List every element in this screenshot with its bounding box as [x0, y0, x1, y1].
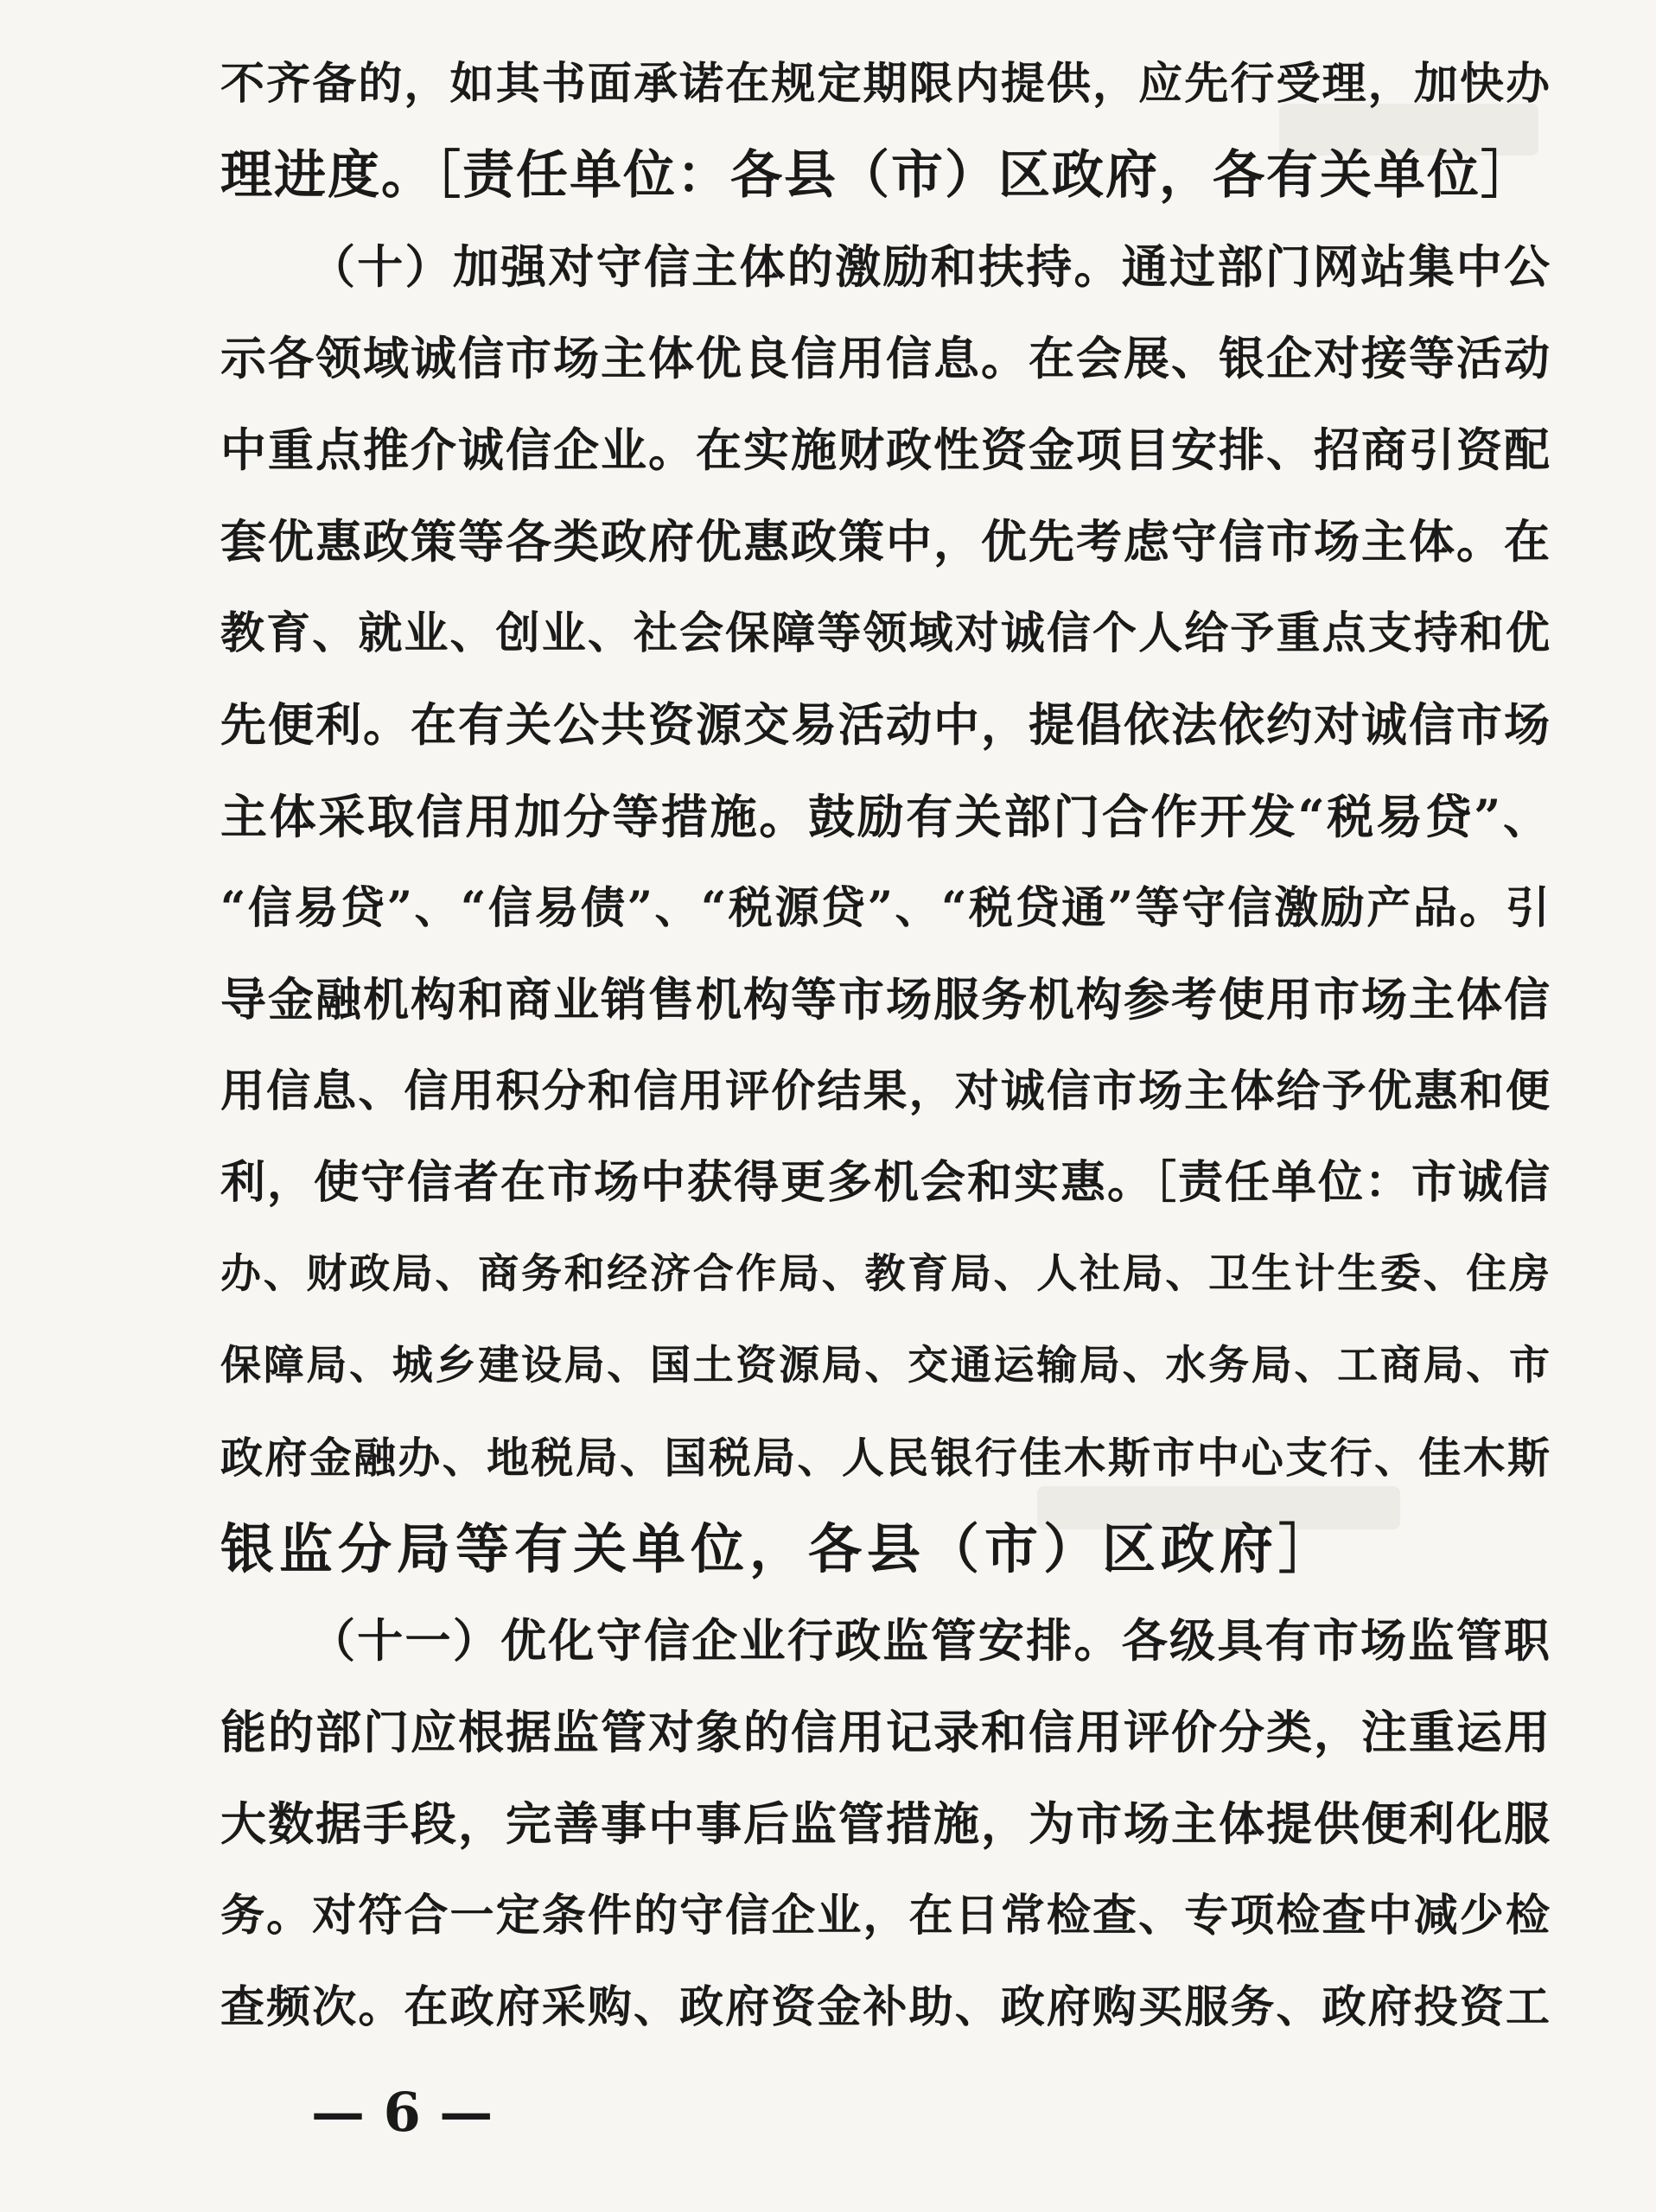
text-line-15: 保障局、城乡建设局、国土资源局、交通运输局、水务局、工商局、市: [220, 1342, 1551, 1389]
text-line-16: 政府金融办、地税局、国税局、人民银行佳木斯市中心支行、佳木斯: [220, 1433, 1551, 1483]
text-line-13: 利，使守信者在市场中获得更多机会和实惠。［责任单位：市诚信: [220, 1156, 1552, 1209]
page-number: — 6 —: [311, 2081, 494, 2144]
text-line-14: 办、财政局、商务和经济合作局、教育局、人社局、卫生计生委、住房: [220, 1250, 1551, 1298]
section-11-heading-line: （十一）优化守信企业行政监管安排。各级具有市场监管职: [309, 1614, 1551, 1668]
text-line-1: 不齐备的，如其书面承诺在规定期限内提供，应先行受理，加快办: [220, 58, 1551, 110]
text-line-6: 套优惠政策等各类政府优惠政策中，优先考虑守信市场主体。在: [220, 515, 1551, 569]
text-line-8: 先便利。在有关公共资源交易活动中，提倡依法依约对诚信市场: [220, 698, 1551, 752]
text-line-5: 中重点推介诚信企业。在实施财政性资金项目安排、招商引资配: [220, 423, 1551, 477]
section-10-heading-line: （十）加强对守信主体的激励和扶持。通过部门网站集中公: [309, 240, 1551, 294]
text-line-22: 查频次。在政府采购、政府资金补助、政府购买服务、政府投资工: [220, 1981, 1551, 2033]
text-line-17: 银监分局等有关单位，各县（市）区政府］: [220, 1517, 1338, 1580]
text-line-19: 能的部门应根据监管对象的信用记录和信用评价分类，注重运用: [220, 1706, 1551, 1759]
text-line-7: 教育、就业、创业、社会保障等领域对诚信个人给予重点支持和优: [220, 607, 1551, 659]
text-line-9: 主体采取信用加分等措施。鼓励有关部门合作开发“税易贷”、: [220, 789, 1551, 844]
text-line-20: 大数据手段，完善事中事后监管措施，为市场主体提供便利化服: [220, 1797, 1551, 1851]
text-line-21: 务。对符合一定条件的守信企业，在日常检查、专项检查中减少检: [220, 1890, 1551, 1942]
text-line-12: 用信息、信用积分和信用评价结果，对诚信市场主体给予优惠和便: [220, 1065, 1551, 1117]
text-line-10: “信易贷”、“信易债”、“税源贷”、“税贷通”等守信激励产品。引: [220, 882, 1551, 934]
text-line-11: 导金融机构和商业销售机构等市场服务机构参考使用市场主体信: [220, 973, 1551, 1027]
text-line-4: 示各领域诚信市场主体优良信用信息。在会展、银企对接等活动: [220, 332, 1551, 385]
text-line-2: 理进度。［责任单位：各县（市）区政府，各有关单位］: [220, 145, 1534, 206]
